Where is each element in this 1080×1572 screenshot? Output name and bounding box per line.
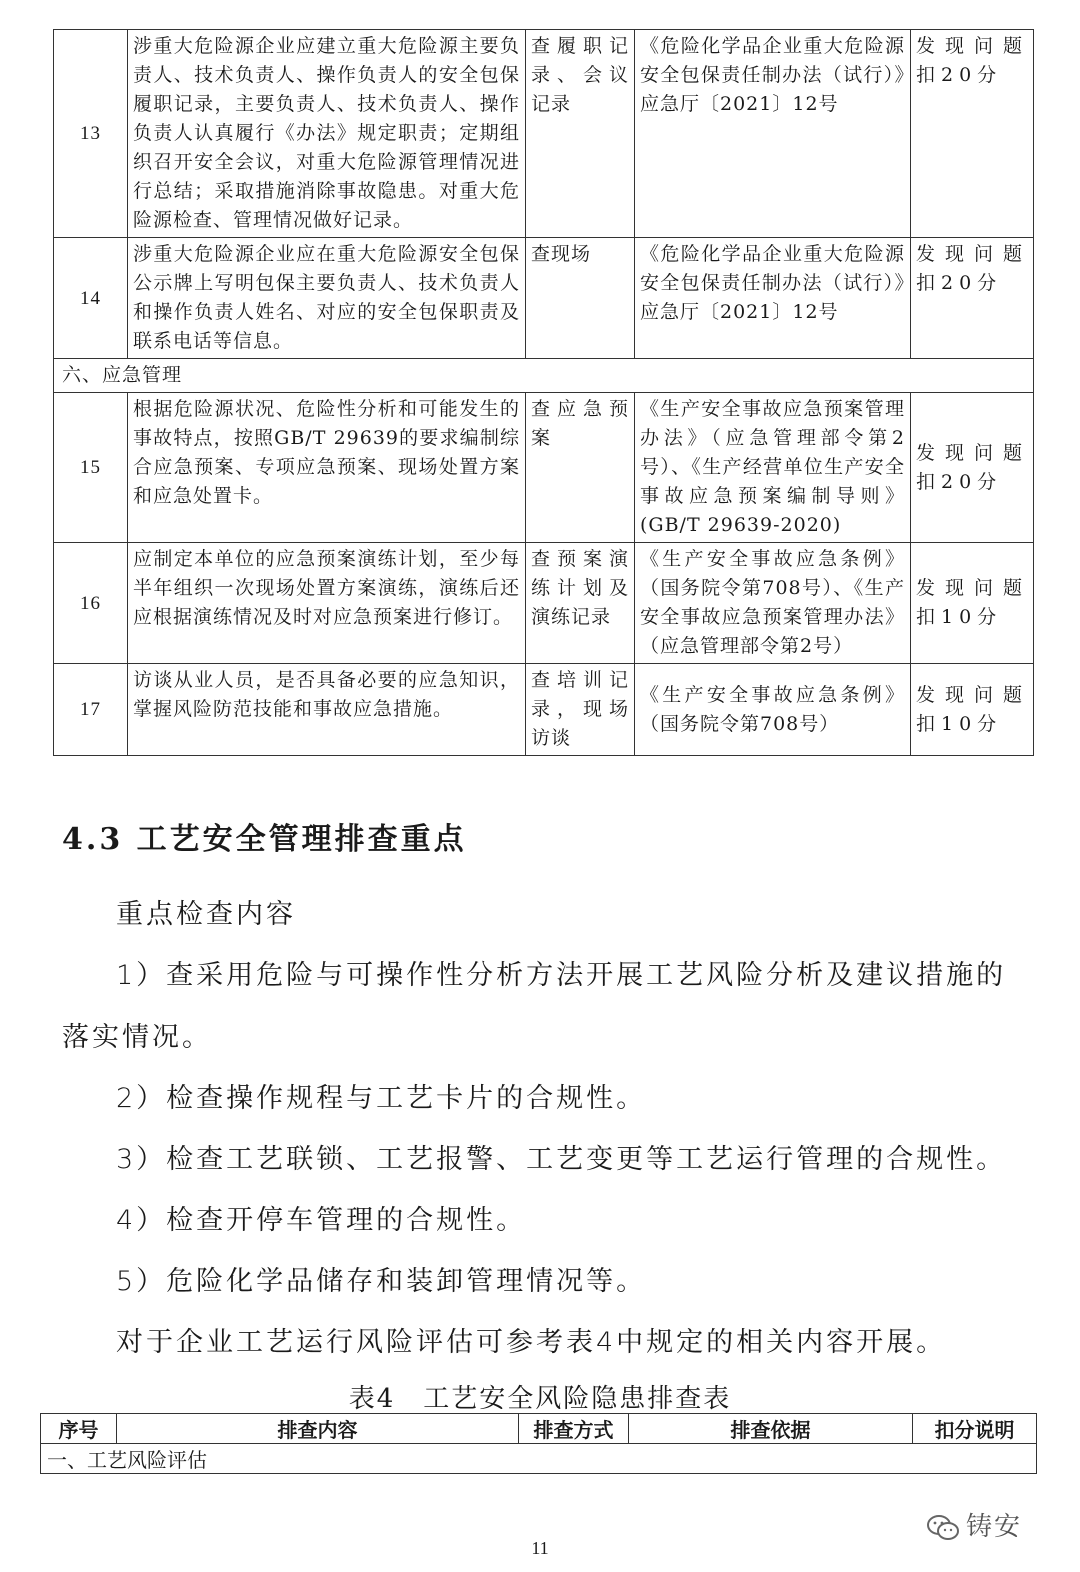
check-item: 5）危险化学品储存和装卸管理情况等。 xyxy=(116,1266,647,1297)
check-content: 应制定本单位的应急预案演练计划，至少每半年组织一次现场处置方案演练，演练后还应根据演练情况及时对应急预案进行修订。 xyxy=(128,543,526,664)
section-heading: 一、工艺风险评估 xyxy=(41,1444,1037,1474)
table-row xyxy=(54,393,1034,543)
table-row xyxy=(54,664,1034,756)
check-basis: 《生产安全事故应急条例》（国务院令第708号）、《生产安全事故应急预案管理办法》（应急管理部令第2号） xyxy=(635,543,911,664)
check-item: 2）检查操作规程与工艺卡片的合规性。 xyxy=(116,1083,647,1114)
check-basis: 《生产安全事故应急预案管理办法》（应急管理部令第2号）、《生产经营单位生产安全事故应急预案编制导则》(GB/T 29639-2020) xyxy=(635,393,911,543)
table-header-row xyxy=(41,1414,1037,1444)
check-method: 查预案演练计划及演练记录 xyxy=(526,543,635,664)
check-method: 查培训记录，现场访谈 xyxy=(526,664,635,756)
section-row xyxy=(41,1444,1037,1474)
check-content: 涉重大危险源企业应建立重大危险源主要负责人、技术负责人、操作负责人的安全包保履职记录，主要负责人、技术负责人、操作负责人认真履行《办法》规定职责；定期组织召开安全会议，对重大危险源管理情况进行总结；采取措施消除事故隐患。对重大危险源检查、管理情况做好记录。 xyxy=(128,30,526,238)
watermark-text: 铸安 xyxy=(966,1512,1023,1542)
check-content: 根据危险源状况、危险性分析和可能发生的事故特点，按照GB/T 29639的要求编制综合应急预案、专项应急预案、现场处置方案和应急处置卡。 xyxy=(128,393,526,543)
row-number: 15 xyxy=(54,393,128,543)
check-item: 4）检查开停车管理的合规性。 xyxy=(116,1205,527,1236)
deduction-note: 发现问题扣20分 xyxy=(911,238,1034,359)
check-basis: 《危险化学品企业重大危险源安全包保责任制办法（试行）》应急厅〔2021〕12号 xyxy=(635,238,911,359)
check-item: 3）检查工艺联锁、工艺报警、工艺变更等工艺运行管理的合规性。 xyxy=(116,1144,1007,1175)
row-number: 13 xyxy=(54,30,128,238)
row-number: 14 xyxy=(54,238,128,359)
check-basis: 《危险化学品企业重大危险源安全包保责任制办法（试行）》应急厅〔2021〕12号 xyxy=(635,30,911,238)
table-row xyxy=(54,543,1034,664)
section-title: 4.3 工艺安全管理排查重点 xyxy=(62,822,467,857)
check-item: 1）查采用危险与可操作性分析方法开展工艺风险分析及建议措施的落实情况。 xyxy=(62,960,1007,1053)
header-method: 排查方式 xyxy=(519,1414,629,1444)
row-number: 16 xyxy=(54,543,128,664)
check-content: 涉重大危险源企业应在重大危险源安全包保公示牌上写明包保主要负责人、技术负责人和操作负责人姓名、对应的安全包保职责及联系电话等信息。 xyxy=(128,238,526,359)
deduction-note: 发现问题扣10分 xyxy=(911,543,1034,664)
check-basis: 《生产安全事故应急条例》（国务院令第708号） xyxy=(635,664,911,756)
deduction-note: 发现问题扣20分 xyxy=(911,393,1034,543)
section-heading: 六、应急管理 xyxy=(54,359,1034,393)
page-number: 11 xyxy=(531,1538,549,1558)
deduction-note: 发现问题扣10分 xyxy=(911,664,1034,756)
header-deduct: 扣分说明 xyxy=(913,1414,1037,1444)
header-no: 序号 xyxy=(41,1414,117,1444)
table-row xyxy=(54,238,1034,359)
deduction-note: 发现问题扣20分 xyxy=(911,30,1034,238)
check-method: 查履职记录、会议记录 xyxy=(526,30,635,238)
section-row xyxy=(54,359,1034,393)
section-lead: 重点检查内容 xyxy=(116,899,296,930)
hazard-check-table-continued xyxy=(53,29,1034,756)
check-content: 访谈从业人员，是否具备必要的应急知识，掌握风险防范技能和事故应急措施。 xyxy=(128,664,526,756)
closing-note: 对于企业工艺运行风险评估可参考表4中规定的相关内容开展。 xyxy=(116,1327,947,1358)
header-basis: 排查依据 xyxy=(629,1414,913,1444)
row-number: 17 xyxy=(54,664,128,756)
table-row xyxy=(54,30,1034,238)
header-content: 排查内容 xyxy=(117,1414,519,1444)
check-method: 查现场 xyxy=(526,238,635,359)
table-caption: 表4 工艺安全风险隐患排查表 xyxy=(348,1384,732,1414)
check-method: 查应急预案 xyxy=(526,393,635,543)
process-safety-table xyxy=(40,1413,1037,1474)
